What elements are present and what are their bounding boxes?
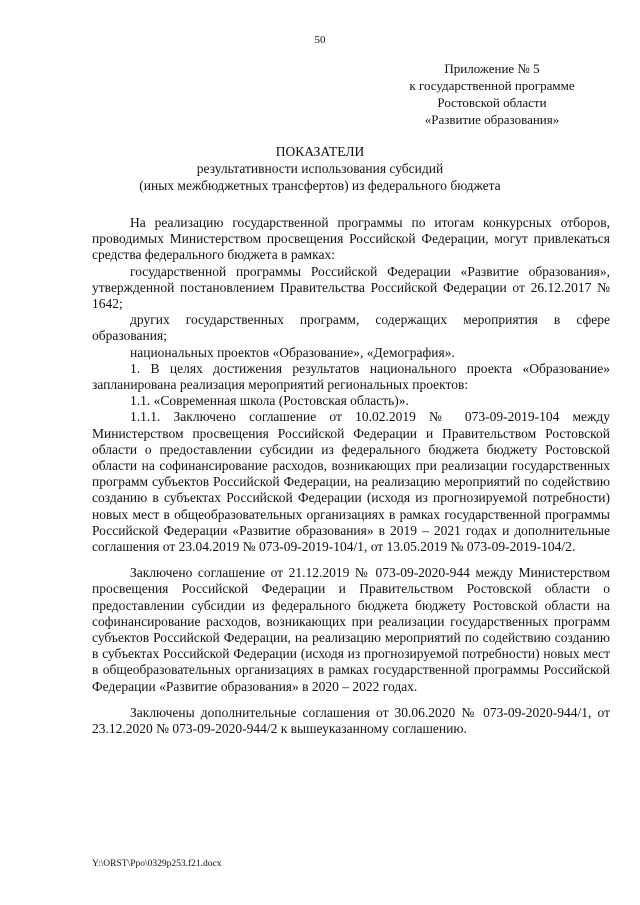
paragraph: На реализацию государственной программы по итогам конкурсных отборов, проводимых Министерством просвещения Российской Федерации, могут привлекаться средства федерального бюджета в рамках: bbox=[92, 215, 610, 263]
appendix-line: «Развитие образования» bbox=[424, 112, 560, 127]
title-subline: результативности использования субсидий bbox=[196, 161, 444, 176]
paragraph: Заключено соглашение от 21.12.2019 № 073-09-2020-944 между Министерством просвещения Российской Федерации и Правительством Ростовской области о предоставлении субсидии из федерального бюджета бюджету Ростовской области на софинансирование расходов, возникающих при реализации государственных программ субъектов Российской Федерации, на реализацию мероприятий по содействию созданию в субъектах Российской Федерации (исходя из прогнозируемой потребности) новых мест в общеобразовательных организациях в рамках государственной программы Российской Федерации «Развитие образования» в 2020 – 2022 годах. bbox=[92, 565, 610, 694]
appendix-block bbox=[382, 60, 602, 128]
paragraph: 1.1. «Современная школа (Ростовская область)». bbox=[130, 393, 409, 409]
paragraph: государственной программы Российской Федерации «Развитие образования», утвержденной постановлением Правительства Российской Федерации от 26.12.2017 № 1642; bbox=[92, 263, 610, 312]
paragraph: 1. В целях достижения результатов национального проекта «Образование» запланирована реализация мероприятий региональных проектов: bbox=[92, 360, 610, 393]
title-subline: (иных межбюджетных трансфертов) из федерального бюджета bbox=[139, 178, 501, 193]
page-number: 50 bbox=[314, 34, 326, 46]
appendix-line: Приложение № 5 bbox=[444, 61, 540, 76]
document-body bbox=[92, 215, 610, 737]
document-title bbox=[0, 143, 640, 194]
appendix-line: к государственной программе bbox=[409, 78, 575, 93]
paragraph: других государственных программ, содержащих мероприятия в сфере образования; bbox=[92, 312, 610, 344]
appendix-line: Ростовской области bbox=[437, 95, 547, 110]
paragraph: 1.1.1. Заключено соглашение от 10.02.2019 № 073-09-2019-104 между Министерством просвещения Российской Федерации и Правительством Ростовской области о предоставлении субсидии из федерального бюджета бюджету Ростовской области на софинансирование расходов, возникающих при реализации государственных программ субъектов Российской Федерации, на реализацию мероприятий по содействию созданию в субъектах Российской Федерации (исходя из прогнозируемой потребности) новых мест в общеобразовательных организациях в рамках государственной программы Российской Федерации «Развитие образования» в 2019 – 2021 годах и дополнительные соглашения от 23.04.2019 № 073-09-2019-104/1, от 13.05.2019 № 073-09-2019-104/2. bbox=[92, 409, 610, 555]
paragraph: национальных проектов «Образование», «Демография». bbox=[130, 344, 455, 360]
paragraph: Заключены дополнительные соглашения от 30.06.2020 № 073-09-2020-944/1, от 23.12.2020 № 073-09-2020-944/2 к вышеуказанному соглашению. bbox=[92, 704, 610, 737]
title-heading: ПОКАЗАТЕЛИ bbox=[275, 144, 365, 159]
file-path-footer: Y:\ORST\Ppo\0329p253.f21.docx bbox=[92, 859, 222, 869]
